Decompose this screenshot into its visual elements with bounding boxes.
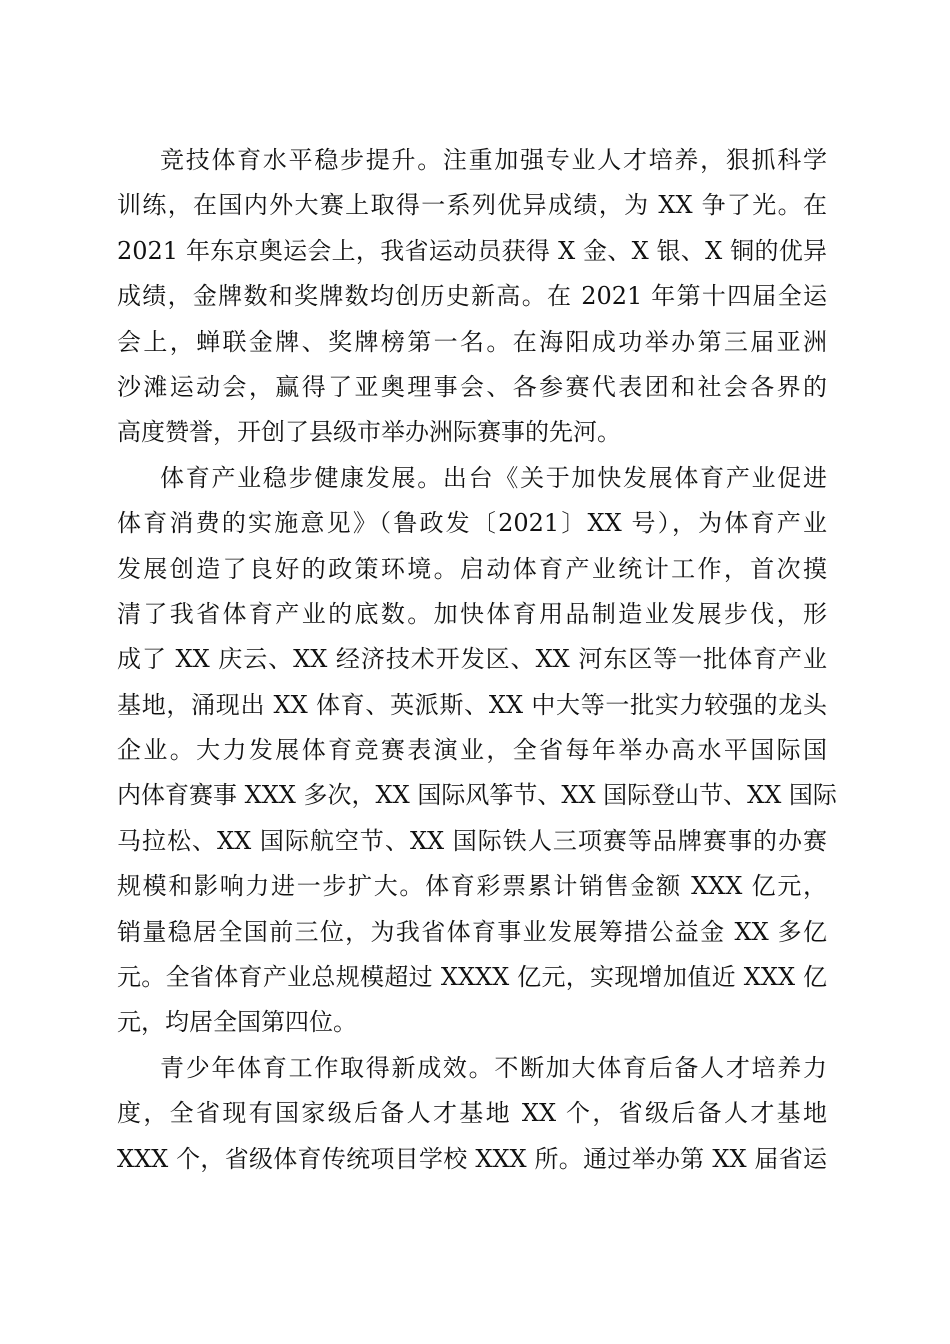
text-line: 沙滩运动会，赢得了亚奥理事会、各参赛代表团和社会各界的: [117, 372, 827, 401]
paragraph-sports-industry: [117, 456, 837, 1046]
text-line: 销量稳居全国前三位，为我省体育事业发展筹措公益金 XX 多亿: [117, 917, 827, 946]
text-line: 训练，在国内外大赛上取得一系列优异成绩，为 XX 争了光。在: [117, 191, 827, 220]
document-body: [117, 138, 837, 1182]
text-line: 清了我省体育产业的底数。加快体育用品制造业发展步伐，形: [117, 599, 827, 628]
text-line: 马拉松、XX 国际航空节、XX 国际铁人三项赛等品牌赛事的办赛: [117, 826, 827, 855]
text-line: 青少年体育工作取得新成效。不断加大体育后备人才培养力: [160, 1053, 827, 1082]
text-line: 高度赞誉，开创了县级市举办洲际赛事的先河。: [117, 418, 621, 447]
paragraph-competitive-sports: [117, 138, 827, 456]
text-line: 企业。大力发展体育竞赛表演业，全省每年举办高水平国际国: [117, 736, 827, 765]
text-line: 元，均居全国第四位。: [117, 1008, 357, 1037]
text-line: 体育消费的实施意见》（鲁政发〔2021〕XX 号），为体育产业: [117, 509, 827, 538]
text-line: 规模和影响力进一步扩大。体育彩票累计销售金额 XXX 亿元，: [117, 872, 827, 901]
text-line: 度，全省现有国家级后备人才基地 XX 个，省级后备人才基地: [117, 1099, 827, 1128]
text-line: 会上，蝉联金牌、奖牌榜第一名。在海阳成功举办第三届亚洲: [117, 327, 827, 356]
text-line: 内体育赛事 XXX 多次，XX 国际风筝节、XX 国际登山节、XX 国际: [117, 781, 837, 810]
text-line: 成了 XX 庆云、XX 经济技术开发区、XX 河东区等一批体育产业: [117, 645, 827, 674]
paragraph-youth-sports: [117, 1046, 827, 1182]
text-line: 发展创造了良好的政策环境。启动体育产业统计工作，首次摸: [117, 554, 827, 583]
text-line: 竞技体育水平稳步提升。注重加强专业人才培养，狠抓科学: [160, 146, 827, 174]
text-line: 基地，涌现出 XX 体育、英派斯、XX 中大等一批实力较强的龙头: [117, 690, 827, 719]
text-line: 成绩，金牌数和奖牌数均创历史新高。在 2021 年第十四届全运: [117, 282, 827, 311]
text-line: 2021 年东京奥运会上，我省运动员获得 X 金、X 银、X 铜的优异: [117, 236, 827, 265]
text-line: XXX 个，省级体育传统项目学校 XXX 所。通过举办第 XX 届省运: [117, 1144, 827, 1173]
text-line: 元。全省体育产业总规模超过 XXXX 亿元，实现增加值近 XXX 亿: [117, 963, 827, 992]
text-line: 体育产业稳步健康发展。出台《关于加快发展体育产业促进: [160, 463, 827, 492]
